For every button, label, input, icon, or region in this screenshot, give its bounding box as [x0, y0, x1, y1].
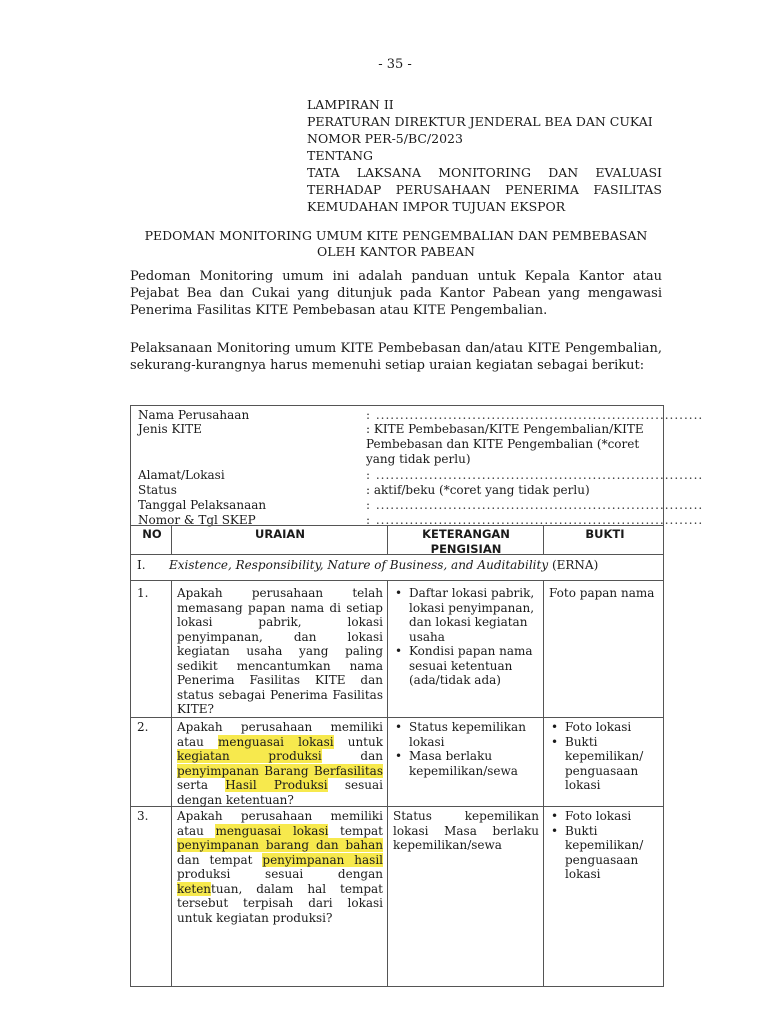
highlighted-text: penyimpanan barang dan bahan [177, 838, 383, 852]
info-value: : .................................................................... [366, 498, 704, 512]
row-keterangan: Status kepemilikan lokasi Masa berlaku kepemilikan/sewa [393, 809, 539, 852]
section-title-abbr: (ERNA) [551, 558, 599, 572]
header-line: TENTANG [307, 148, 374, 163]
regulation-header [307, 96, 662, 215]
highlighted-text: keten [177, 881, 212, 896]
row-bukti [549, 720, 661, 793]
header-line: TERHADAP PERUSAHAAN PENERIMA FASILITAS [307, 182, 662, 197]
header-line: LAMPIRAN II [307, 97, 394, 112]
text-run: untuk [333, 734, 383, 749]
highlighted-text: kegiatan produksi [177, 749, 322, 763]
text-run: dan [321, 749, 383, 763]
row-uraian [177, 809, 383, 925]
header-bukti: BUKTI [585, 527, 625, 541]
info-label: Status [138, 483, 177, 497]
highlighted-text: menguasai lokasi [218, 734, 334, 749]
info-value: : .................................................................... [366, 468, 704, 482]
page-number: - 35 - [378, 57, 412, 72]
highlighted-text: menguasai lokasi [215, 823, 329, 838]
monitoring-form-table [130, 405, 704, 987]
info-label: Nama Perusahaan [138, 408, 250, 422]
header-line: TATA LAKSANA MONITORING DAN EVALUASI [307, 165, 662, 180]
text-run: dan tempat [177, 852, 263, 867]
list-item: • Status kepemilikan lokasi [409, 720, 539, 749]
header-uraian: URAIAN [255, 527, 305, 541]
column-divider [543, 525, 544, 554]
info-label: Alamat/Lokasi [138, 468, 225, 482]
text-run: serta [177, 778, 226, 792]
highlighted-text: penyimpanan hasil [262, 852, 383, 867]
title-line: PEDOMAN MONITORING UMUM KITE PENGEMBALIAN DAN PEMBEBASAN [144, 228, 648, 243]
column-divider [387, 580, 388, 986]
column-divider [171, 525, 172, 554]
row-keterangan [393, 586, 539, 688]
section-title-text: Existence, Responsibility, Nature of Business, and Auditability [169, 558, 549, 572]
row-divider [131, 717, 663, 718]
info-value: : KITE Pembebasan/KITE Pengembalian/KITE Pembebasan dan KITE Pengembalian (*coret yang tidak perlu) [366, 422, 644, 466]
list-item: • Kondisi papan nama sesuai ketentuan (ada/tidak ada) [409, 644, 539, 688]
header-line: KEMUDAHAN IMPOR TUJUAN EKSPOR [307, 199, 566, 214]
document-title [130, 228, 662, 260]
keterangan-list [393, 720, 539, 778]
row-divider [131, 580, 663, 581]
row-bukti: Foto papan nama [549, 586, 655, 600]
header-line: NOMOR PER-5/BC/2023 [307, 131, 463, 146]
row-number: 2. [137, 720, 149, 734]
scope-paragraph: Pelaksanaan Monitoring umum KITE Pembebasan dan/atau KITE Pengembalian, sekurang-kurangnya harus memenuhi setiap uraian kegiatan sebagai berikut: [130, 341, 662, 373]
info-value: : aktif/beku (*coret yang tidak perlu) [366, 483, 590, 497]
header-line: PERATURAN DIREKTUR JENDERAL BEA DAN CUKAI [307, 114, 653, 129]
intro-paragraph: Pedoman Monitoring umum ini adalah panduan untuk Kepala Kantor atau Pejabat Bea dan Cukai yang ditunjuk pada Kantor Pabean yang mengawasi Penerima Fasilitas KITE Pembebasan atau KITE Pengembalian. [130, 269, 662, 318]
info-label: Jenis KITE [138, 422, 202, 436]
row-number: 3. [137, 809, 149, 823]
list-item: • Masa berlaku kepemilikan/sewa [409, 749, 539, 778]
header-no: NO [142, 527, 162, 541]
text-run: tempat [328, 823, 383, 838]
row-number: 1. [137, 586, 149, 600]
list-item: • Foto lokasi [565, 809, 661, 824]
text-run: Apakah perusahaan memiliki atau [177, 809, 383, 838]
text-run: Apakah perusahaan memiliki atau [177, 720, 383, 749]
row-bukti [549, 809, 661, 882]
highlighted-text: Hasil Produksi [225, 778, 328, 792]
bukti-list [549, 809, 661, 882]
text-run: produksi sesuai dengan [177, 867, 383, 881]
header-keterangan: KETERANGAN PENGISIAN [422, 527, 510, 556]
section-number: I. [137, 558, 146, 572]
list-item: • Foto lokasi [565, 720, 661, 735]
info-label: Tanggal Pelaksanaan [138, 498, 267, 512]
title-line: OLEH KANTOR PABEAN [317, 244, 475, 259]
row-uraian: Apakah perusahaan telah memasang papan nama di setiap lokasi pabrik, lokasi penyimpanan, dan lokasi kegiatan usaha yang paling sedikit mencantumkan nama Penerima Fasilitas KITE dan status sebagai Penerima Fasilitas KITE? [177, 586, 383, 716]
row-keterangan [393, 720, 539, 778]
bukti-list [549, 720, 661, 793]
list-item: • Bukti kepemilikan/ penguasaan lokasi [565, 824, 661, 882]
info-value: : .................................................................... [366, 513, 704, 527]
row-divider [131, 525, 663, 526]
column-divider [171, 580, 172, 986]
column-divider [387, 525, 388, 554]
text-run: sesuai dengan ketentuan? [177, 778, 383, 807]
info-value: : .................................................................... [366, 408, 704, 422]
keterangan-list [393, 586, 539, 688]
row-uraian [177, 720, 383, 807]
info-label: Nomor & Tgl SKEP [138, 513, 256, 527]
column-divider [543, 580, 544, 986]
list-item: • Daftar lokasi pabrik, lokasi penyimpanan, dan lokasi kegiatan usaha [409, 586, 539, 644]
highlighted-text: penyimpanan Barang Berfasilitas [177, 763, 383, 778]
text-run: tuan, dalam hal tempat tersebut terpisah dari lokasi untuk kegiatan produksi? [177, 881, 383, 925]
list-item: • Bukti kepemilikan/ penguasaan lokasi [565, 735, 661, 793]
section-title [169, 558, 689, 573]
